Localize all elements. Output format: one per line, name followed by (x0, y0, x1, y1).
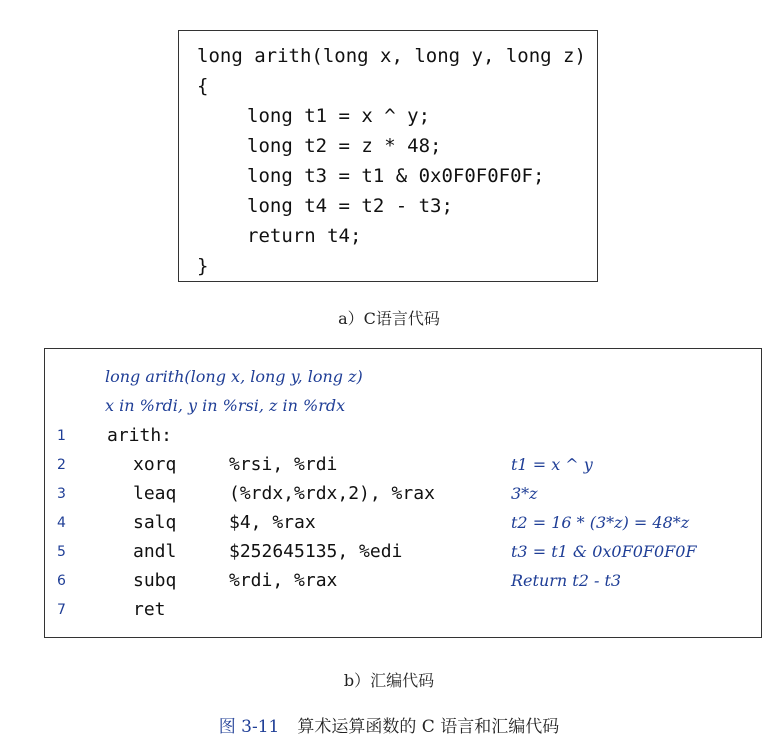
asm-instruction: salq (133, 512, 177, 533)
line-number: 4 (57, 515, 66, 531)
asm-comment: t2 = 16 * (3*z) = 48*z (511, 513, 690, 532)
c-code-line: long arith(long x, long y, long z) (197, 45, 586, 67)
line-number: 5 (57, 544, 66, 560)
line-number: 2 (57, 457, 66, 473)
asm-comment: t3 = t1 & 0x0F0F0F0F (511, 542, 697, 561)
asm-label: arith: (107, 425, 173, 446)
asm-operand: (%rdx,%rdx,2), %rax (229, 483, 435, 504)
figure-caption (0, 712, 778, 737)
asm-instruction: ret (133, 599, 166, 620)
c-code-line: long t4 = t2 - t3; (247, 195, 453, 217)
asm-instruction: leaq (133, 483, 177, 504)
c-code-box (178, 30, 598, 282)
c-code-line: { (197, 75, 209, 97)
asm-instruction: subq (133, 570, 177, 591)
asm-operand: $252645135, %edi (229, 541, 403, 562)
asm-comment: 3*z (511, 484, 538, 503)
asm-operand: %rsi, %rdi (229, 454, 338, 475)
asm-header-comment: x in %rdi, y in %rsi, z in %rdx (105, 396, 346, 415)
line-number: 3 (57, 486, 66, 502)
asm-header-comment: long arith(long x, long y, long z) (105, 367, 363, 386)
c-code-block (197, 41, 586, 281)
asm-code-caption: b）汇编代码 (343, 671, 435, 690)
asm-instruction: xorq (133, 454, 177, 475)
figure-title: 算术运算函数的 C 语言和汇编代码 (297, 717, 560, 737)
line-number: 6 (57, 573, 66, 589)
asm-operand: %rdi, %rax (229, 570, 338, 591)
c-code-line: return t4; (247, 225, 362, 247)
c-code-line: } (197, 255, 209, 277)
c-code-line: long t1 = x ^ y; (247, 105, 431, 127)
asm-comment: t1 = x ^ y (511, 455, 593, 474)
line-number: 1 (57, 428, 66, 444)
asm-operand: $4, %rax (229, 512, 316, 533)
line-number: 7 (57, 602, 66, 618)
asm-code-box (44, 348, 762, 638)
c-code-line: long t3 = t1 & 0x0F0F0F0F; (247, 165, 545, 187)
figure-number: 图 3-11 (218, 717, 280, 737)
asm-instruction: andl (133, 541, 177, 562)
c-code-caption: a）C语言代码 (338, 309, 440, 328)
c-code-line: long t2 = z * 48; (247, 135, 442, 157)
asm-comment: Return t2 - t3 (511, 571, 622, 590)
